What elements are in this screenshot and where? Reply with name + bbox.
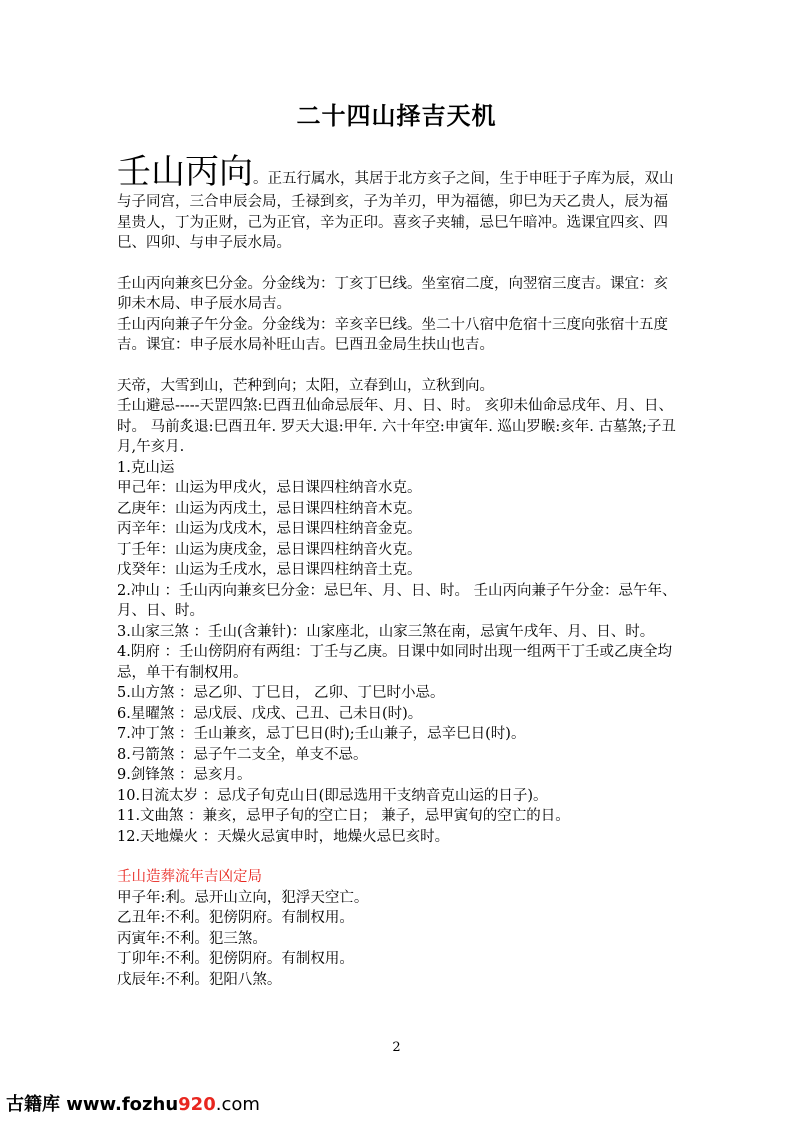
list-item: 6.星曜煞 ：忌戊辰、戊戌、己丑、己未日(时)。 [117,705,423,722]
bihui-paragraph: 壬山避忌-----天罡四煞:巳酉丑仙命忌辰年、月、日、时。 亥卯未仙命忌戌年、月、日、时。 马前炙退:巳酉丑年. 罗天大退:甲年. 六十年空:申寅年. 巡山罗睺:亥年. 古墓煞;子丑月,午亥月. [117,398,676,455]
list-item: 11.文曲煞 ：兼亥，忌甲子旬的空亡日； 兼子，忌甲寅旬的空亡的日。 [117,808,570,824]
document-body [117,152,677,990]
year-line: 丙寅年:不利。犯三煞。 [117,930,267,947]
list-item: 7.冲丁煞 ：壬山兼亥，忌丁巳日(时);壬山兼子，忌辛巳日(时)。 [117,726,526,742]
year-line: 戊辰年:不利。犯阳八煞。 [117,971,282,988]
list-item: 5.山方煞 ：忌乙卯、丁巳日， 乙卯、丁巳时小忌。 [117,685,445,701]
list-item: 乙庚年：山运为丙戌土，忌日课四柱纳音木克。 [117,500,422,517]
footer-watermark [6,1090,260,1116]
footer-number: 920 [178,1094,216,1115]
list-item: 丁壬年：山运为庚戌金，忌日课四柱纳音火克。 [117,541,422,558]
taiyang-line: 天帝，大雪到山，芒种到向；太阳，立春到山，立秋到向。 [117,377,494,394]
list-item: 4.阴府 ：壬山傍阴府有两组：丁壬与乙庚。日课中如同时出现一组两干丁壬或乙庚全均忌，单干有制权用。 [117,644,672,681]
section-heading: 壬山造葬流年吉凶定局 [117,869,262,885]
year-line: 甲子年:利。忌开山立向，犯浮天空亡。 [117,889,369,906]
list-item: 1.克山运 [117,459,175,476]
list-item: 10.日流太岁 ：忌戊子旬克山日(即忌选用干支纳音克山运的日子)。 [117,787,548,804]
list-item: 12.天地燥火 ：天燥火忌寅申时，地燥火忌巳亥时。 [117,828,450,845]
fenjin-paragraph: 壬山丙向兼子午分金。分金线为：辛亥辛巳线。坐二十八宿中危宿十三度向张宿十五度吉。课宜：申子辰水局补旺山吉。巳酉丑金局生扶山也吉。 [117,316,668,353]
list-item: 8.弓箭煞 ：忌子午二支全，单支不忌。 [117,746,368,763]
list-item: 甲己年：山运为甲戌火，忌日课四柱纳音水克。 [117,480,422,496]
fenjin-paragraph: 壬山丙向兼亥巳分金。分金线为：丁亥丁巳线。坐室宿二度，向翌宿三度吉。课宜：亥卯未木局、申子辰水局吉。 [117,275,668,312]
page-title: 二十四山择吉天机 [296,102,497,130]
list-item: 9.剑锋煞 ：忌亥月。 [117,767,252,783]
intro-text: 。正五行属水，其居于北方亥子之间，生于申旺于子库为辰，双山与子同宫，三合申辰会局，壬禄到亥，子为羊刃，甲为福德，卯巳为天乙贵人，辰为福星贵人，丁为正财，己为正官，辛为正印。喜亥子夹辅，忌巳午暗冲。选课宜四亥、四巳、四卯、与申子辰水局。 [117,171,674,251]
page-number: 2 [392,1040,401,1055]
intro-paragraph [117,152,677,254]
footer-brand: 古籍库 www.fozhu [6,1094,179,1115]
list-item: 丙辛年：山运为戊戌木，忌日课四柱纳音金克。 [117,521,422,537]
footer-domain: .com [215,1094,260,1115]
list-item: 戊癸年：山运为壬戌水，忌日课四柱纳音土克。 [117,562,422,578]
year-line: 丁卯年:不利。犯傍阴府。有制权用。 [117,951,354,967]
list-item: 2.冲山 ：壬山丙向兼亥巳分金：忌巳年、月、日、时。 壬山丙向兼子午分金：忌午年、月、日、时。 [117,582,677,619]
intro-heading: 壬山丙向 [117,152,253,192]
year-line: 乙丑年:不利。犯傍阴府。有制权用。 [117,910,354,926]
list-item: 3.山家三煞 ：壬山(含兼针)：山家座北，山家三煞在南，忌寅午戌年、月、日、时。 [117,623,655,640]
